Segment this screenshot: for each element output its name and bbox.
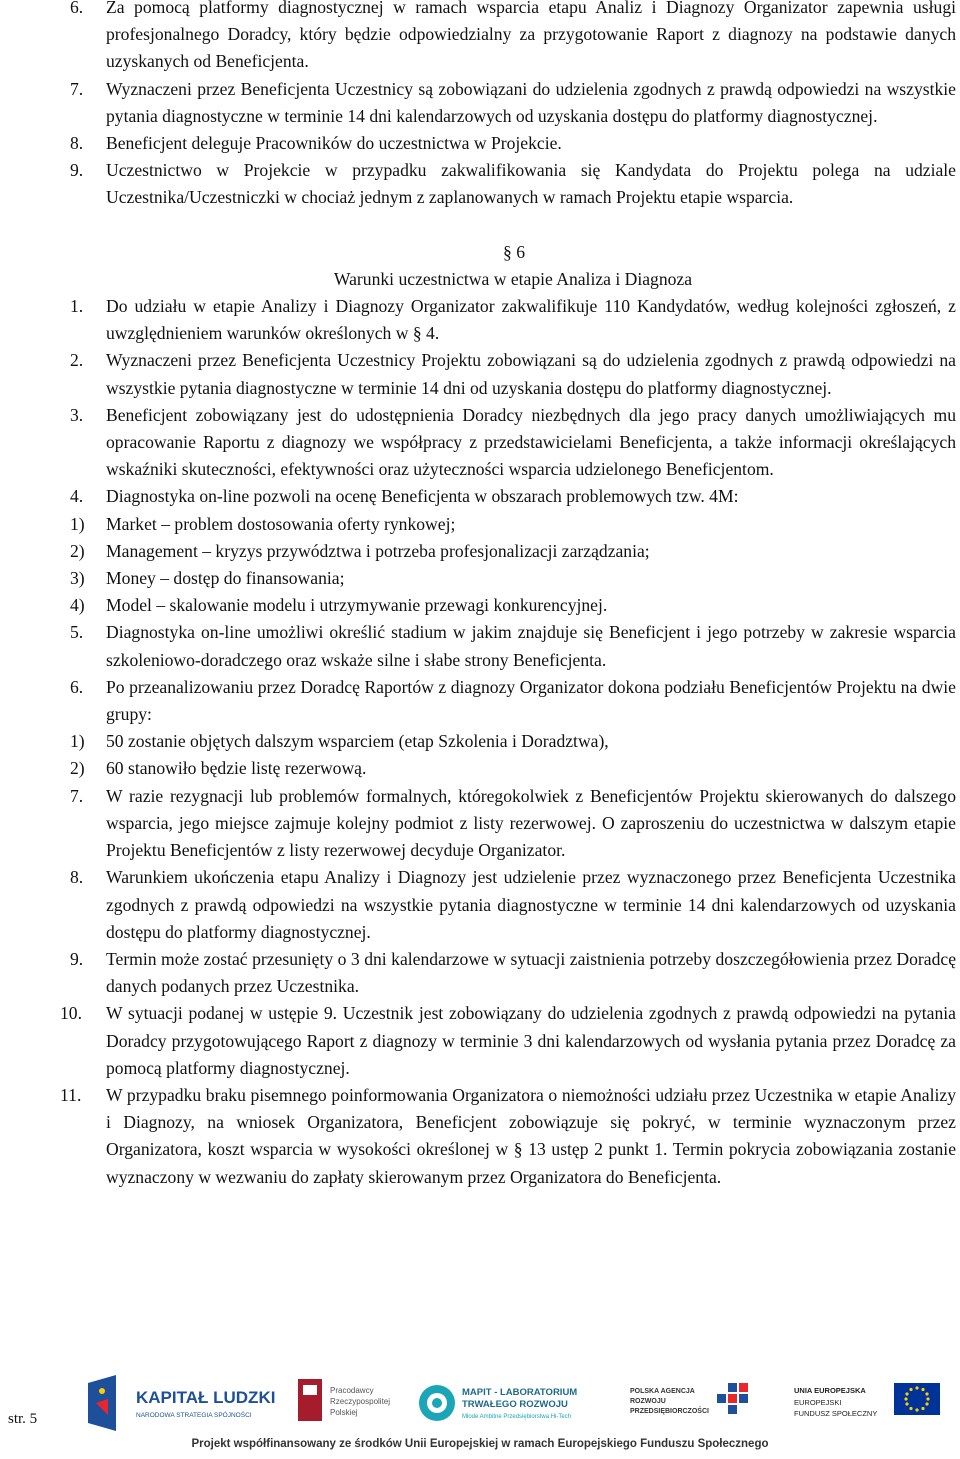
item-number: 7.	[70, 78, 84, 99]
sub-item-text: Model – skalowanie modelu i utrzymywanie przewagi konkurencyjnej.	[106, 595, 608, 616]
funding-logos	[88, 1373, 958, 1439]
sub-item-text: Management – kryzys przywództwa i potrzeba profesjonalizacji zarządzania;	[106, 540, 650, 561]
item-number: 6.	[70, 0, 84, 17]
list-item	[70, 293, 956, 347]
mapit-line2: TRWAŁEGO ROZWOJU	[462, 1399, 568, 1410]
sub-list-item	[70, 511, 956, 538]
item-number: 10.	[60, 1003, 82, 1024]
item-number: 9.	[70, 160, 84, 181]
item-text: W sytuacji podanej w ustępie 9. Uczestnik jest zobowiązany do udzielenia zgodnych z prawdą odpowiedzi na pytania Doradcy przygotowującego Raport z diagnozy w terminie 3 dni kalendarzowych od wysłania pytania przez Doradcę za pomocą platformy diagnostycznej.	[106, 1003, 956, 1078]
pp-line3: Polskiej	[330, 1408, 358, 1417]
sub-list-item	[70, 565, 956, 592]
eu-efs-logo	[794, 1383, 940, 1418]
section-number: § 6	[503, 241, 525, 262]
footer-note: Projekt współfinansowany ze środków Unii Europejskiej w ramach Europejskiego Funduszu Społecznego	[191, 1438, 769, 1450]
item-text: Diagnostyka on-line umożliwi określić stadium w jakim znajduje się Beneficjent i jego potrzeby w zakresie wsparcia szkoleniowo-doradczego oraz wskaże silne i słabe strony Beneficjenta.	[106, 622, 956, 670]
item-number: 2.	[70, 350, 84, 371]
item-text: Po przeanalizowaniu przez Doradcę Raportów z diagnozy Organizator dokona podziału Beneficjentów Projektu na dwie grupy:	[106, 676, 956, 725]
item-number: 9.	[70, 948, 84, 969]
mapit-line1: MAPIT - LABORATORIUM	[462, 1387, 578, 1398]
list-item	[70, 76, 956, 130]
page-number: str. 5	[8, 1411, 38, 1427]
item-text: Beneficjent deleguje Pracowników do uczestnictwa w Projekcie.	[106, 133, 562, 154]
section-title: Warunki uczestnictwa w etapie Analiza i Diagnoza	[333, 268, 693, 289]
item-number: 7.	[70, 785, 84, 806]
parp-line2: ROZWOJU	[630, 1398, 666, 1405]
pp-line1: Pracodawcy	[330, 1386, 374, 1395]
sub-item-text: 60 stanowiło będzie listę rezerwową.	[106, 758, 367, 779]
item-text: Beneficjent zobowiązany jest do udostępnienia Doradcy niezbędnych dla jego pracy danych umożliwiających mu opracowanie Raportu z diagnozy we współpracy z przedstawicielami Beneficjenta, a także informacji określających wskaźniki skuteczności, efektywności oraz użyteczności wsparcia udzielonego Beneficjentom.	[106, 404, 956, 480]
list-item	[70, 157, 956, 211]
item-text: Wyznaczeni przez Beneficjenta Uczestnicy Projektu zobowiązani są do udzielenia zgodnych z prawdą odpowiedzi na wszystkie pytania diagnostyczne w terminie 14 dni od uzyskania dostępu do platformy diagnostycznej.	[106, 350, 956, 398]
section-heading	[70, 239, 956, 293]
kl-subtitle: NARODOWA STRATEGIA SPÓJNOŚCI	[136, 1412, 252, 1419]
sub-list-item	[70, 538, 956, 565]
item-text: Warunkiem ukończenia etapu Analizy i Diagnozy jest udzielenie przez wyznaczonego przez Beneficjenta Uczestnika zgodnych z prawdą odpowiedzi na wszystkie pytania diagnostyczne w terminie 14 dni kalendarzowych od uzyskania dostępu do platformy diagnostycznej.	[106, 867, 956, 942]
document-body	[60, 0, 956, 1191]
item-number: 8.	[70, 867, 84, 888]
sub-item-number: 1)	[70, 513, 85, 534]
item-number: 6.	[70, 676, 84, 697]
item-text: Termin może zostać przesunięty o 3 dni kalendarzowe w sytuacji zaistnienia potrzeby doszczegółowienia przez Doradcę danych podanych przez Uczestnika.	[106, 948, 956, 997]
item-text: W przypadku braku pisemnego poinformowania Organizatora o niemożności udziału przez Uczestnika w etapie Analizy i Diagnozy, na wniosek Organizatora, Beneficjent zobowiązuje się pokryć, w terminie wyznaczonym przez Organizatora, koszt wsparcia w wysokości określonej w § 13 ustęp 2 punkt 1. Termin pokrycia zobowiązania zostanie wyznaczony w wezwaniu do zapłaty skierowanym przez Organizatora do Beneficjenta.	[106, 1084, 956, 1187]
item-number: 8.	[70, 133, 84, 154]
mapit-logo	[419, 1385, 577, 1421]
item-text: W razie rezygnacji lub problemów formalnych, któregokolwiek z Beneficjentów Projektu skierowanych do dalszego wsparcia, jego miejsce zajmuje kolejny podmiot z listy rezerwowej. O zaproszeniu do uczestnictwa w dalszym etapie Projektu Beneficjentów z listy rezerwowej decyduje Organizator.	[106, 785, 956, 861]
kl-title: KAPITAŁ LUDZKI	[136, 1388, 276, 1407]
sub-list-item	[70, 592, 956, 619]
sub-item-number: 1)	[70, 731, 85, 752]
sub-item-number: 2)	[70, 758, 85, 779]
sub-item-number: 4)	[70, 595, 85, 616]
sub-list-item	[70, 755, 956, 782]
item-number: 5.	[70, 622, 84, 643]
list-item	[70, 347, 956, 401]
parp-line3: PRZEDSIĘBIORCZOŚCI	[630, 1408, 709, 1415]
list-item	[70, 864, 956, 946]
kapital-ludzki-logo	[88, 1375, 275, 1431]
list-item	[70, 0, 956, 76]
item-text: Wyznaczeni przez Beneficjenta Uczestnicy są zobowiązani do udzielenia zgodnych z prawdą odpowiedzi na wszystkie pytania diagnostyczne w terminie 14 dni kalendarzowych od uzyskania dostępu do platformy diagnostycznej.	[106, 78, 956, 126]
mapit-line3: Młode Ambitne Przedsiębiorstwa Hi-Tech	[462, 1414, 572, 1420]
list-item	[70, 619, 956, 673]
pracodawcy-rp-logo	[298, 1379, 390, 1421]
item-number: 3.	[70, 404, 84, 425]
item-text: Do udziału w etapie Analizy i Diagnozy Organizator zakwalifikuje 110 Kandydatów, według kolejności zgłoszeń, z uwzględnieniem warunków określonych w § 4.	[106, 296, 956, 344]
list-item	[60, 1082, 956, 1191]
footer-logos	[88, 1373, 958, 1443]
item-text: Uczestnictwo w Projekcie w przypadku zakwalifikowania się Kandydata do Projektu polega na udziale Uczestnika/Uczestniczki w chociaż jednym z zaplanowanych w ramach Projektu etapie wsparcia.	[106, 160, 956, 208]
item-number: 1.	[70, 296, 84, 317]
sub-item-text: 50 zostanie objętych dalszym wsparciem (etap Szkolenia i Doradztwa),	[106, 731, 609, 752]
parp-logo	[630, 1383, 748, 1415]
list-item	[70, 483, 956, 510]
list-item	[70, 402, 956, 484]
ue-line2: EUROPEJSKI	[794, 1398, 842, 1407]
list-item	[70, 946, 956, 1000]
sub-item-text: Market – problem dostosowania oferty rynkowej;	[106, 513, 456, 534]
item-number: 4.	[70, 486, 84, 507]
pp-line2: Rzeczypospolitej	[330, 1397, 391, 1406]
ue-line1: UNIA EUROPEJSKA	[794, 1386, 866, 1395]
parp-line1: POLSKA AGENCJA	[630, 1388, 695, 1395]
item-text: Za pomocą platformy diagnostycznej w ramach wsparcia etapu Analiz i Diagnozy Organizator zapewnia usługi profesjonalnego Doradcy, który będzie odpowiedzialny za przygotowanie Raport z diagnozy na podstawie danych uzyskanych od Beneficjenta.	[106, 0, 956, 72]
list-item	[70, 130, 956, 157]
list-item	[70, 674, 956, 728]
sub-item-number: 3)	[70, 568, 85, 589]
list-item	[60, 1000, 956, 1082]
list-item	[70, 783, 956, 865]
item-text: Diagnostyka on-line pozwoli na ocenę Beneficjenta w obszarach problemowych tzw. 4M:	[106, 486, 739, 507]
ue-line3: FUNDUSZ SPOŁECZNY	[794, 1409, 878, 1418]
sub-item-number: 2)	[70, 540, 85, 561]
item-number: 11.	[60, 1084, 82, 1105]
sub-item-text: Money – dostęp do finansowania;	[106, 568, 345, 589]
sub-list-item	[70, 728, 956, 755]
